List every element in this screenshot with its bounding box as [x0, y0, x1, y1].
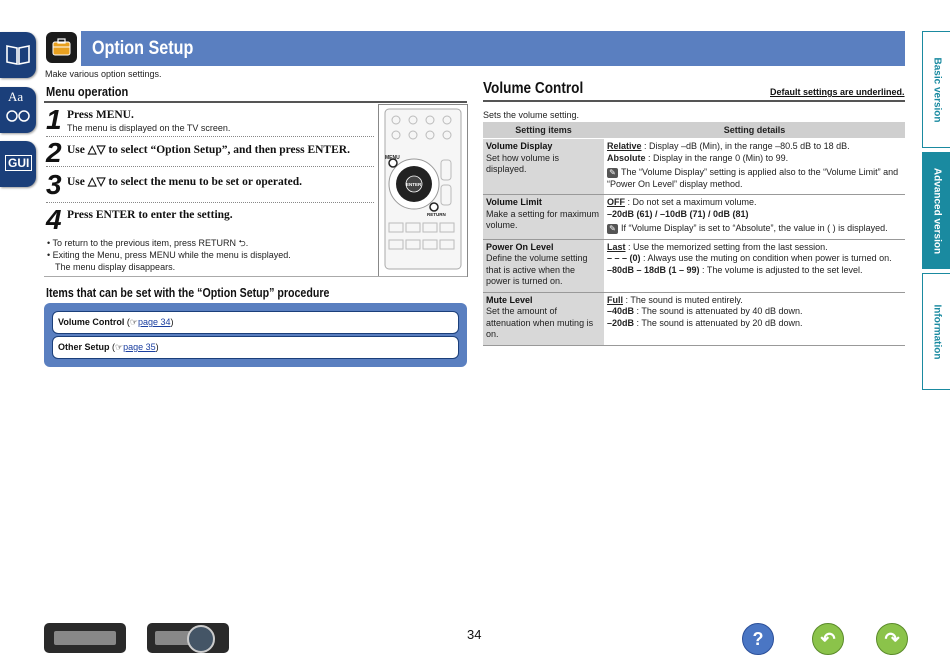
memo: ✎ The “Volume Display” setting is applied also to the “Volume Limit” and “Power On Level” display method.: [607, 167, 899, 189]
note-disappear: The menu display disappears.: [55, 262, 176, 272]
volume-control-title: Volume Control: [483, 80, 584, 97]
back-button[interactable]: [812, 623, 844, 655]
step-number: 4: [46, 204, 62, 235]
col-header-items: Setting items: [483, 122, 604, 139]
detail-line: –80dB – 18dB (1 – 99) : The volume is adjusted to the set level.: [607, 264, 863, 275]
page-link[interactable]: page 34: [137, 317, 171, 327]
glasses-icon: [4, 109, 32, 123]
nav-contents-button[interactable]: [0, 32, 36, 78]
toolbox-icon: [46, 32, 77, 63]
note-exit: • Exiting the Menu, press MENU while the menu is displayed.: [47, 250, 291, 260]
detail-line: Full : The sound is muted entirely.: [607, 294, 743, 305]
page-link[interactable]: page 35: [123, 342, 156, 352]
step-number: 2: [46, 137, 62, 168]
remote-illustration: [378, 104, 468, 277]
nav-gui-button[interactable]: [0, 141, 36, 187]
items-panel: [44, 303, 467, 367]
step-number: 3: [46, 169, 62, 200]
book-icon: [4, 40, 32, 68]
forward-button[interactable]: [876, 623, 908, 655]
memo: ✎ If “Volume Display” is set to “Absolute”, the value in ( ) is displayed.: [607, 223, 902, 235]
item-row-volume-control[interactable]: Volume Control (☞page 34): [52, 311, 459, 334]
detail-line: – – – (0) : Always use the muting on condition when power is turned on.: [607, 253, 892, 263]
tab-information[interactable]: Information: [922, 273, 950, 390]
step-text: Press MENU.: [67, 109, 134, 121]
menu-operation-title: Menu operation: [46, 84, 129, 99]
memo-icon: ✎: [607, 224, 618, 234]
detail-line: –40dB : The sound is attenuated by 40 dB down.: [607, 306, 803, 316]
magnifier-icon: [187, 625, 215, 653]
memo-icon: ✎: [607, 168, 618, 178]
detail-line: Last : Use the memorized setting from the last session.: [607, 241, 828, 252]
step-text: Use △▽ to select the menu to be set or operated.: [67, 176, 302, 188]
page-title: Option Setup: [92, 38, 194, 59]
table-row: Mute Level Set the amount of attenuation when muting is on. Full : The sound is muted entirely. –40dB : The sound is attenuated by 40 dB down. –20dB : The sound is attenuated by 20 dB down.: [483, 292, 905, 345]
step-number: 1: [46, 104, 62, 135]
detail-line: Relative : Display –dB (Min), in the range –80.5 dB to 18 dB.: [607, 141, 850, 151]
front-panel-button[interactable]: [44, 623, 126, 653]
volume-control-intro: Sets the volume setting.: [483, 110, 580, 120]
remote-return-label: RETURN: [427, 212, 446, 217]
remote-enter-label: ENTER: [406, 182, 422, 187]
remote-control-icon: [379, 105, 467, 276]
items-section-title: Items that can be set with the “Option Setup” procedure: [46, 286, 330, 300]
step-subtext: The menu is displayed on the TV screen.: [67, 123, 231, 133]
note-return: • To return to the previous item, press RETURN ⮌.: [47, 238, 249, 248]
pointer-icon: ☞: [115, 342, 124, 352]
page-subtitle: Make various option settings.: [45, 69, 162, 79]
col-header-details: Setting details: [604, 122, 905, 139]
item-row-other-setup[interactable]: Other Setup (☞page 35): [52, 336, 459, 359]
back-arrow-icon: ↶: [820, 629, 836, 649]
display-button[interactable]: [147, 623, 229, 653]
default-settings-note: Default settings are underlined.: [770, 87, 905, 97]
step-text: Use △▽ to select “Option Setup”, and then press ENTER.: [67, 144, 350, 156]
table-row: Power On Level Define the volume setting that is active when the power is turned on. Last : Use the memorized setting from the last session. – – – (0) : Always use the muting on condition when power is turned on. –80dB – 18dB (1 – 99) : The volume is adjusted to the set level.: [483, 239, 905, 292]
pointer-icon: ☞: [129, 317, 138, 327]
remote-menu-label: MENU: [385, 155, 400, 161]
detail-line: –20dB : The sound is attenuated by 20 dB down.: [607, 317, 803, 328]
tab-advanced-version[interactable]: Advanced version: [922, 152, 950, 269]
forward-arrow-icon: ↷: [884, 629, 900, 649]
table-row: Volume Limit Make a setting for maximum volume. OFF : Do not set a maximum volume. –20dB (61) / –10dB (71) / 0dB (81) ✎ If “Volume Display” is set to “Absolute”, the value in ( ) is displayed.: [483, 195, 905, 240]
gui-icon: GUI: [5, 155, 32, 171]
settings-table: [483, 122, 905, 346]
table-row: Volume Display Set how volume is displayed. Relative : Display –dB (Min), in the range –80.5 dB to 18 dB. Absolute : Display in the range 0 (Min) to 99. ✎ The “Volume Display” setting is applied also to the “Volume Limit” and “Power On Level” display method.: [483, 139, 905, 195]
help-button[interactable]: ?: [742, 623, 774, 655]
option-setup-icon-box: [44, 31, 81, 66]
page-header: [44, 31, 905, 66]
tab-basic-version[interactable]: Basic version: [922, 31, 950, 148]
aa-label: Aa: [8, 89, 24, 104]
nav-index-button[interactable]: [0, 87, 36, 133]
page-number: 34: [467, 627, 482, 642]
detail-line: OFF : Do not set a maximum volume.: [607, 197, 757, 207]
step-text: Press ENTER to enter the setting.: [67, 209, 233, 221]
detail-line: –20dB (61) / –10dB (71) / 0dB (81): [607, 208, 749, 219]
receiver-front-icon: [54, 631, 116, 645]
detail-line: Absolute : Display in the range 0 (Min) to 99.: [607, 152, 789, 163]
